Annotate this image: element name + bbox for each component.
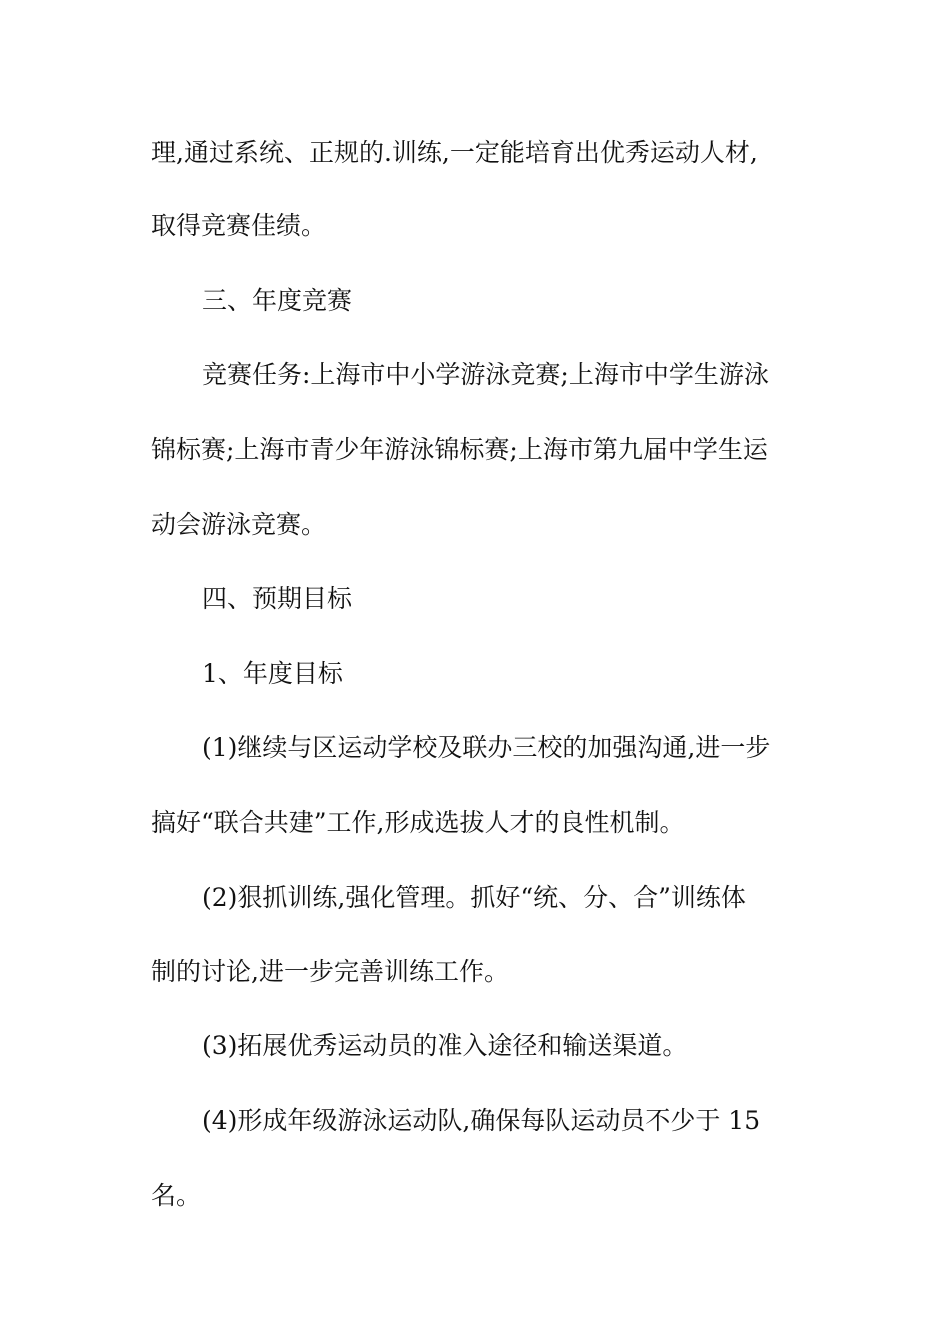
subsection-heading: 1、年度目标	[202, 659, 343, 688]
text-line: 搞好“联合共建”工作,形成选拔人才的良性机制。	[151, 808, 685, 837]
text-line: 锦标赛;上海市青少年游泳锦标赛;上海市第九届中学生运	[151, 435, 768, 464]
text-line: (4)形成年级游泳运动队,确保每队运动员不少于 15	[202, 1106, 761, 1135]
section-heading: 四、预期目标	[202, 584, 353, 613]
text-line: (1)继续与区运动学校及联办三校的加强沟通,进一步	[202, 733, 771, 762]
text-line: 动会游泳竞赛。	[151, 510, 327, 539]
text-line: 取得竞赛佳绩。	[151, 211, 327, 240]
text-line: 理,通过系统、正规的.训练,一定能培育出优秀运动人材,	[151, 138, 758, 167]
text-line: (2)狠抓训练,强化管理。抓好“统、分、合”训练体	[202, 883, 746, 912]
text-line: 竞赛任务:上海市中小学游泳竞赛;上海市中学生游泳	[202, 360, 769, 389]
text-line: (3)拓展优秀运动员的准入途径和输送渠道。	[202, 1031, 688, 1060]
text-line: 制的讨论,进一步完善训练工作。	[151, 957, 509, 986]
section-heading: 三、年度竞赛	[202, 286, 353, 315]
text-line: 名。	[151, 1181, 202, 1210]
